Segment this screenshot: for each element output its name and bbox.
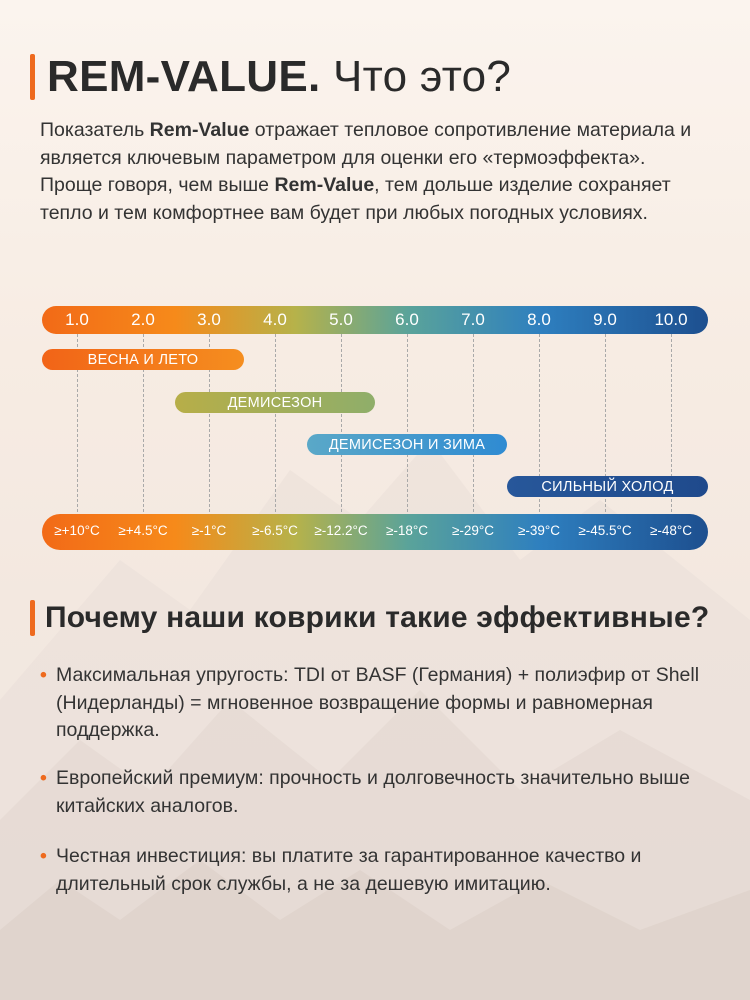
scale-tick: 1.0 (65, 310, 89, 329)
title-text (47, 52, 511, 102)
band-demiseason: ДЕМИСЕЗОН (175, 392, 375, 413)
scale-tick: 9.0 (593, 310, 617, 329)
intro-p1-bold: Rem-Value (149, 119, 250, 141)
list-item-text: Европейский премиум: прочность и долговечность значительно выше китайских аналогов. (56, 767, 690, 817)
scale-tick: 7.0 (461, 310, 485, 329)
scale-tick: 6.0 (395, 310, 419, 329)
temp-label: ≥-12.2°C (314, 523, 368, 538)
scale-tick: 4.0 (263, 310, 287, 329)
intro-p2-bold: Rem-Value (274, 174, 375, 196)
bullet-dot-icon: • (40, 767, 47, 789)
section-title: Почему наши коврики такие эффективные? (45, 601, 710, 634)
band-demiseason-winter: ДЕМИСЕЗОН И ЗИМА (307, 434, 507, 455)
band-spring-summer: ВЕСНА И ЛЕТО (42, 349, 244, 370)
guide-line (275, 334, 276, 512)
intro-paragraph-1 (40, 117, 720, 172)
scale-tick: 10.0 (654, 310, 688, 329)
temp-label: ≥-39°C (517, 523, 561, 538)
bullet-dot-icon: • (40, 664, 47, 686)
list-item (40, 662, 725, 745)
section-heading (30, 600, 709, 636)
guide-line (473, 334, 474, 512)
intro-paragraph-2 (40, 172, 720, 227)
temp-label: ≥-48°C (649, 523, 693, 538)
temp-label: ≥-45.5°C (578, 523, 632, 538)
intro-p2-a: Проще говоря, чем выше (40, 174, 275, 196)
scale-tick: 2.0 (131, 310, 155, 329)
scale-tick: 5.0 (329, 310, 353, 329)
band-severe-cold: СИЛЬНЫЙ ХОЛОД (507, 476, 708, 497)
list-item-text: Честная инвестиция: вы платите за гарантированное качество и длительный срок службы, а не за дешевую имитацию. (56, 845, 642, 895)
title-accent-bar (30, 54, 35, 100)
intro-text (40, 117, 720, 227)
page-title (30, 52, 511, 102)
list-item (40, 843, 725, 898)
guide-line (407, 334, 408, 512)
temp-label: ≥-1°C (191, 523, 227, 538)
temperature-scale-bar (42, 514, 708, 550)
title-bold: REM-VALUE. (47, 52, 321, 101)
rem-value-scale-bar (42, 306, 708, 334)
title-rest: Что это? (320, 52, 512, 101)
bullet-dot-icon: • (40, 845, 47, 867)
list-item-text: Максимальная упругость: TDI от BASF (Германия) + полиэфир от Shell (Нидерланды) = мгновенное возвращение формы и равномерная поддержка. (56, 664, 700, 741)
intro-p1-a: Показатель (40, 119, 150, 141)
temp-label: ≥-18°C (385, 523, 429, 538)
temp-label: ≥+4.5°C (118, 523, 168, 538)
scale-tick: 3.0 (197, 310, 221, 329)
intro-p2-c: , тем дольше изделие сохраняет тепло и тем комфортнее вам будет при любых погодных условиях. (40, 174, 671, 224)
temp-label: ≥+10°C (54, 523, 100, 538)
temp-label: ≥-29°C (451, 523, 495, 538)
heading-accent-bar (30, 600, 35, 636)
list-item (40, 765, 725, 820)
intro-p1-c: отражает тепловое сопротивление материала и является ключевым параметром для оценки его «термоэффекта». (40, 119, 692, 169)
guide-line (341, 334, 342, 512)
temp-label: ≥-6.5°C (252, 523, 298, 538)
scale-tick: 8.0 (527, 310, 551, 329)
